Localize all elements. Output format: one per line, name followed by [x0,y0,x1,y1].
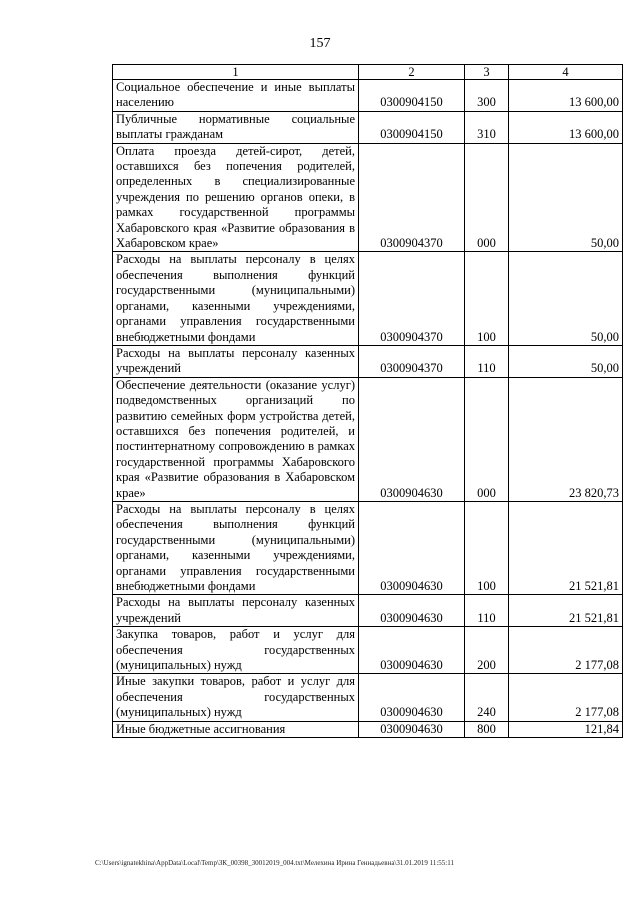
file-path-footer: C:\Users\ignatekhina\AppData\Local\Temp\ЗК_00398_30012019_004.txt\Мелехина Ирина Геннадьевна\31.01.2019 11:55:11 [95,859,454,867]
row-name: Закупка товаров, работ и услуг для обеспечения государственных (муниципальных) нужд [113,627,359,674]
table-row [113,501,623,594]
row-name: Расходы на выплаты персоналу в целях обеспечения выполнения функций государственными (муниципальными) органами, казенными учреждениями, органами управления государственными внебюджетными фондами [113,252,359,345]
row-amount: 2 177,08 [509,674,623,721]
row-code: 0300904630 [359,501,465,594]
row-code: 0300904630 [359,674,465,721]
row-amount: 13 600,00 [509,80,623,112]
row-amount: 2 177,08 [509,627,623,674]
row-code: 0300904630 [359,627,465,674]
row-name: Публичные нормативные социальные выплаты гражданам [113,111,359,143]
row-expense-type: 100 [465,252,509,345]
row-amount: 50,00 [509,345,623,377]
table-row [113,674,623,721]
row-name: Обеспечение деятельности (оказание услуг) подведомственных организаций по развитию семейных форм устройства детей, оставшихся без попечения родителей, и постинтернатному сопровождению в рамках государственной программы Хабаровского края «Развитие образования в Хабаровском крае» [113,377,359,501]
table-row [113,627,623,674]
table-row [113,80,623,112]
row-amount: 50,00 [509,252,623,345]
table-row [113,377,623,501]
budget-table [112,64,623,738]
row-expense-type: 110 [465,345,509,377]
table-row [113,345,623,377]
row-expense-type: 300 [465,80,509,112]
row-expense-type: 200 [465,627,509,674]
row-name: Расходы на выплаты персоналу в целях обеспечения выполнения функций государственными (муниципальными) органами, казенными учреждениями, органами управления государственными внебюджетными фондами [113,501,359,594]
header-cell-4: 4 [509,65,623,80]
table-header-row [113,65,623,80]
row-name: Иные бюджетные ассигнования [113,721,359,737]
row-name: Социальное обеспечение и иные выплаты населению [113,80,359,112]
header-cell-2: 2 [359,65,465,80]
row-code: 0300904150 [359,111,465,143]
table-row [113,721,623,737]
row-amount: 13 600,00 [509,111,623,143]
row-amount: 121,84 [509,721,623,737]
row-code: 0300904150 [359,80,465,112]
row-code: 0300904630 [359,377,465,501]
row-code: 0300904630 [359,595,465,627]
row-expense-type: 310 [465,111,509,143]
table-row [113,252,623,345]
row-amount: 23 820,73 [509,377,623,501]
table-row [113,143,623,252]
row-name: Расходы на выплаты персоналу казенных учреждений [113,345,359,377]
row-name: Расходы на выплаты персоналу казенных учреждений [113,595,359,627]
row-expense-type: 000 [465,377,509,501]
page-number: 157 [309,36,331,51]
row-code: 0300904630 [359,721,465,737]
row-expense-type: 800 [465,721,509,737]
row-amount: 21 521,81 [509,501,623,594]
row-expense-type: 100 [465,501,509,594]
row-expense-type: 000 [465,143,509,252]
table-row [113,111,623,143]
row-amount: 21 521,81 [509,595,623,627]
row-code: 0300904370 [359,252,465,345]
row-amount: 50,00 [509,143,623,252]
row-name: Оплата проезда детей-сирот, детей, оставшихся без попечения родителей, определенных в специализированные учреждения по решению органов опеки, в рамках государственной программы Хабаровского края «Развитие образования в Хабаровском крае» [113,143,359,252]
row-name: Иные закупки товаров, работ и услуг для обеспечения государственных (муниципальных) нужд [113,674,359,721]
row-code: 0300904370 [359,345,465,377]
table-row [113,595,623,627]
row-expense-type: 240 [465,674,509,721]
row-code: 0300904370 [359,143,465,252]
row-expense-type: 110 [465,595,509,627]
header-cell-1: 1 [113,65,359,80]
header-cell-3: 3 [465,65,509,80]
